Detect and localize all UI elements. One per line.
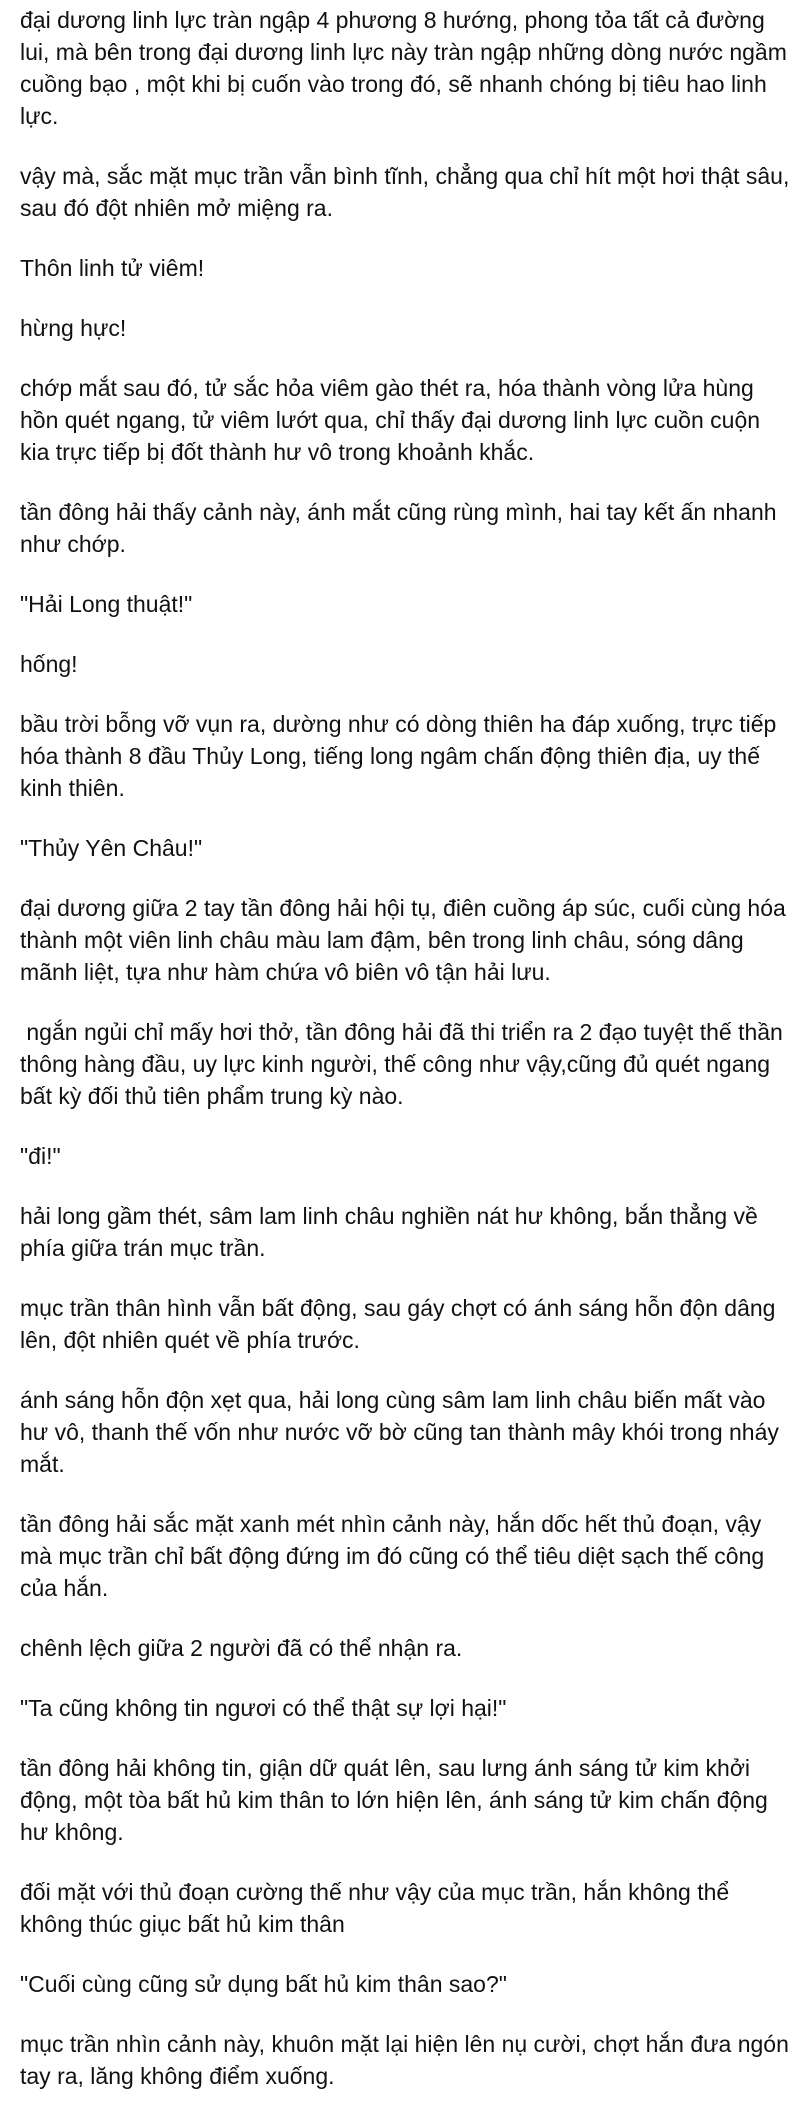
paragraph: vậy mà, sắc mặt mục trần vẫn bình tĩnh, chẳng qua chỉ hít một hơi thật sâu, sau đó đột nhiên mở miệng ra. [20, 163, 790, 221]
paragraph: đối mặt với thủ đoạn cường thế như vậy của mục trần, hắn không thể không thúc giục bất hủ kim thân [20, 1879, 730, 1937]
paragraph: bầu trời bỗng vỡ vụn ra, dường như có dòng thiên ha đáp xuống, trực tiếp hóa thành 8 đầu Thủy Long, tiếng long ngâm chấn động thiên địa, uy thế kinh thiên. [20, 711, 777, 801]
paragraph: "Cuối cùng cũng sử dụng bất hủ kim thân sao?" [20, 1971, 507, 1997]
paragraph: mục trần thân hình vẫn bất động, sau gáy chợt có ánh sáng hỗn độn dâng lên, đột nhiên quét về phía trước. [20, 1295, 776, 1353]
paragraph: "Hải Long thuật!" [20, 591, 193, 617]
paragraph: ngắn ngủi chỉ mấy hơi thở, tần đông hải đã thi triển ra 2 đạo tuyệt thế thần thông hàng đầu, uy lực kinh người, thế công như vậy,cũng đủ quét ngang bất kỳ đối thủ tiên phẩm trung kỳ nào. [20, 1019, 790, 1109]
paragraph: đại dương giữa 2 tay tần đông hải hội tụ, điên cuồng áp súc, cuối cùng hóa thành một viên linh châu màu lam đậm, bên trong linh châu, sóng dâng mãnh liệt, tựa như hàm chứa vô biên vô tận hải lưu. [20, 895, 786, 985]
paragraph: ánh sáng hỗn độn xẹt qua, hải long cùng sâm lam linh châu biến mất vào hư vô, thanh thế vốn như nước vỡ bờ cũng tan thành mây khói trong nháy mắt. [20, 1387, 779, 1477]
paragraph: tần đông hải không tin, giận dữ quát lên, sau lưng ánh sáng tử kim khởi động, một tòa bất hủ kim thân to lớn hiện lên, ánh sáng tử kim chấn động hư không. [20, 1755, 768, 1845]
paragraph: mục trần nhìn cảnh này, khuôn mặt lại hiện lên nụ cười, chợt hắn đưa ngón tay ra, lăng không điểm xuống. [20, 2031, 789, 2089]
paragraph: Thôn linh tử viêm! [20, 255, 205, 281]
paragraph: hống! [20, 651, 78, 677]
paragraph: đại dương linh lực tràn ngập 4 phương 8 hướng, phong tỏa tất cả đường lui, mà bên trong đại dương linh lực này tràn ngập những dòng nước ngầm cuồng bạo , một khi bị cuốn vào trong đó, sẽ nhanh chóng bị tiêu hao linh lực. [20, 7, 787, 129]
paragraph: hừng hực! [20, 315, 127, 341]
paragraph: chênh lệch giữa 2 người đã có thể nhận ra. [20, 1635, 463, 1661]
paragraph: chớp mắt sau đó, tử sắc hỏa viêm gào thét ra, hóa thành vòng lửa hùng hồn quét ngang, tử viêm lướt qua, chỉ thấy đại dương linh lực cuồn cuộn kia trực tiếp bị đốt thành hư vô trong khoảnh khắc. [20, 375, 761, 465]
paragraph: "Thủy Yên Châu!" [20, 835, 203, 861]
paragraph: "đi!" [20, 1143, 61, 1169]
paragraph: tần đông hải thấy cảnh này, ánh mắt cũng rùng mình, hai tay kết ấn nhanh như chớp. [20, 499, 777, 557]
paragraph: tần đông hải sắc mặt xanh mét nhìn cảnh này, hắn dốc hết thủ đoạn, vậy mà mục trần chỉ bất động đứng im đó cũng có thể tiêu diệt sạch thế công của hắn. [20, 1511, 765, 1601]
paragraph: hải long gầm thét, sâm lam linh châu nghiền nát hư không, bắn thẳng về phía giữa trán mục trần. [20, 1203, 758, 1261]
paragraph: "Ta cũng không tin ngươi có thể thật sự lợi hại!" [20, 1695, 507, 1721]
story-text [20, 4, 790, 2120]
